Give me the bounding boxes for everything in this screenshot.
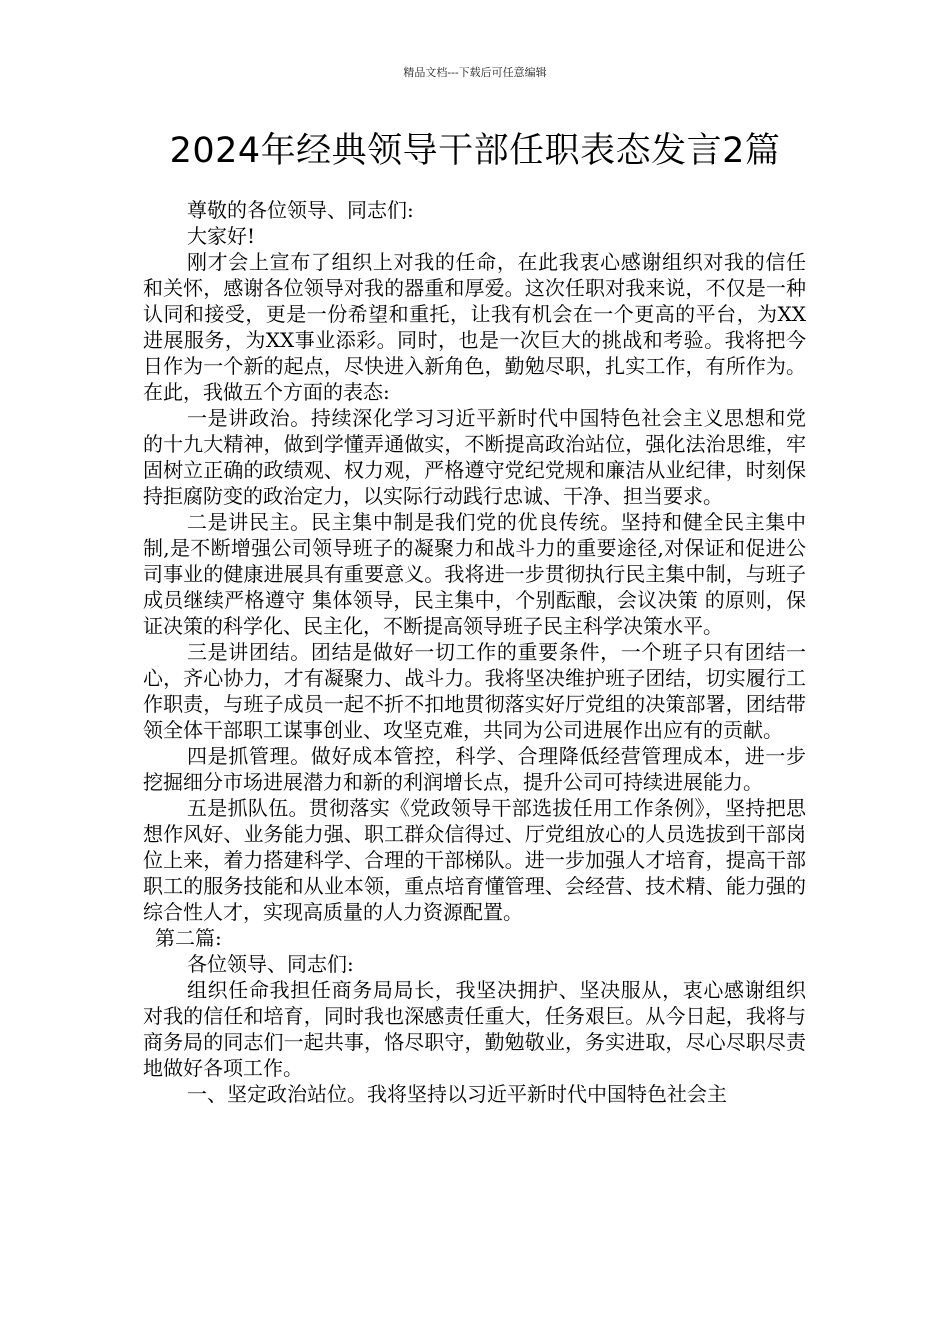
point-unity: 三是讲团结。团结是做好一切工作的重要条件，一个班子只有团结一心，齐心协力，才有凝聚力、战斗力。我将坚决维护班子团结，切实履行工作职责，与班子成员一起不折不扣地贯彻落实好厅党组的决策部署，团结带领全体干部职工谋事创业、攻坚克难，共同为公司进展作出应有的贡献。 [143, 640, 806, 742]
point-politics: 一是讲政治。持续深化学习习近平新时代中国特色社会主义思想和党的十九大精神，做到学懂弄通做实，不断提高政治站位，强化法治思维，牢固树立正确的政绩观、权力观，严格遵守党纪党规和廉洁从业纪律，时刻保持拒腐防变的政治定力，以实际行动践行忠诚、干净、担当要求。 [143, 406, 806, 508]
greeting: 大家好! [187, 224, 256, 248]
point-management: 四是抓管理。做好成本管控，科学、合理降低经营管理成本，进一步挖掘细分市场进展潜力和新的利润增长点，提升公司可持续进展能力。 [143, 744, 806, 794]
intro-paragraph: 刚才会上宣布了组织上对我的任命，在此我衷心感谢组织对我的信任和关怀，感谢各位领导对我的器重和厚爱。这次任职对我来说，不仅是一种认同和接受，更是一份希望和重托，让我有机会在一个更高的平台，为XX进展服务，为XX事业添彩。同时，也是一次巨大的挑战和考验。我将把今日作为一个新的起点，尽快进入新角色，勤勉尽职，扎实工作，有所作为。在此，我做五个方面的表态: [143, 250, 806, 404]
section-heading-second: 第二篇: [155, 926, 222, 950]
point-democracy: 二是讲民主。民主集中制是我们党的优良传统。坚持和健全民主集中制,是不断增强公司领导班子的凝聚力和战斗力的重要途径,对保证和促进公司事业的健康进展具有重要意义。我将进一步贯彻执行民主集中制，与班子成员继续严格遵守 集体领导，民主集中，个别酝酿，会议决策 的原则，保证决策的科学化、民主化，不断提高领导班子民主科学决策水平。 [143, 510, 806, 638]
document-body [143, 197, 806, 1107]
point-team: 五是抓队伍。贯彻落实《党政领导干部选拔任用工作条例》，坚持把思想作风好、业务能力强、职工群众信得过、厅党组放心的人员选拔到干部岗位上来，着力搭建科学、合理的干部梯队。进一步加强人才培育，提高干部职工的服务技能和从业本领，重点培育懂管理、会经营、技术精、能力强的综合性人才，实现高质量的人力资源配置。 [143, 796, 806, 924]
salutation-second: 各位领导、同志们: [187, 952, 354, 976]
salutation: 尊敬的各位领导、同志们: [187, 198, 414, 222]
point-political-stance: 一、坚定政治站位。我将坚持以习近平新时代中国特色社会主 [187, 1082, 727, 1106]
intro-paragraph-second: 组织任命我担任商务局局长，我坚决拥护、坚决服从，衷心感谢组织对我的信任和培育，同时我也深感责任重大，任务艰巨。从今日起，我将与商务局的同志们一起共事，恪尽职守，勤勉敬业，务实进取，尽心尽职尽责地做好各项工作。 [143, 978, 806, 1080]
document-title: 2024年经典领导干部任职表态发言2篇 [169, 131, 781, 171]
header-note: 精品文档---下载后可任意编辑 [403, 66, 547, 79]
